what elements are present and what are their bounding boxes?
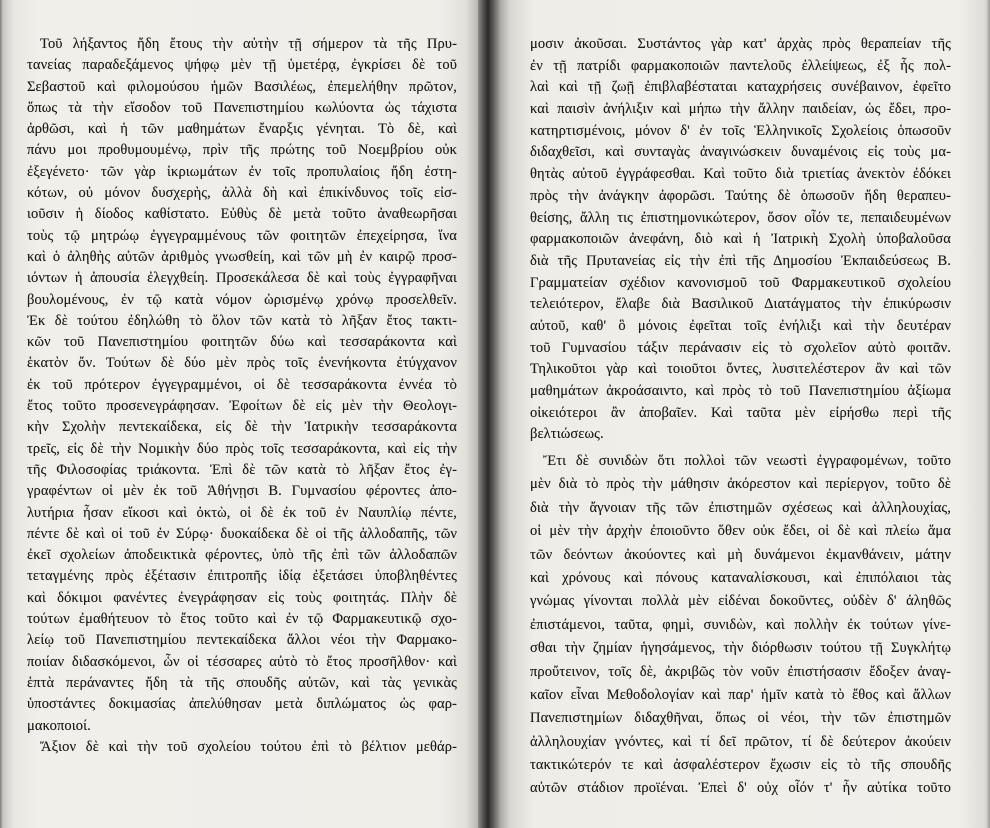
right-page-text-bottom — [530, 450, 951, 801]
text-line: θείσης, ἄλλη τις ἐπιστημονικώτερον, ὅσον οἷόν τε, πεπαιδευμένων — [530, 209, 951, 226]
text-line: καὶ ὁ ἀληθὴς αὐτῶν ἀριθμὸς γνωσθείη, καὶ τῶν μὴ ἐν καιρῷ προσ- — [27, 248, 457, 265]
text-line: τελειότερον, ἔλαβε διὰ Βασιλικοῦ Διατάγματος τὴν ἐπικύρωσιν — [530, 296, 951, 313]
text-line: τῶν δεόντων ἀκούοντες καὶ μὴ δυνάμενοι ἐκμανθάνειν, μάτην — [530, 546, 951, 563]
text-line: κῶν τοῦ Πανεπιστημίου φοιτητῶν δύω καὶ τεσσαράκοντα καὶ — [27, 334, 457, 351]
text-line: ἐκεῖ σχολείων ἀποδεικτικὰ φέροντες, ὑπὸ τῆς ἐπὶ τῶν ἀλλοδαπῶν — [27, 547, 457, 564]
text-line: καὶ δόκιμοι φανέντες ἐνεγράφησαν εἰς τοὺς φοιτητάς. Πλὴν δὲ — [27, 589, 457, 606]
text-line: μακοποιοί. — [27, 717, 91, 734]
text-line: τρεῖς, εἰς δὲ τὴν Νομικὴν δύο πρὸς τοῖς τεσσαράκοντα, καὶ εἰς τὴν — [27, 440, 457, 457]
text-line: τοὺς τῷ μητρώῳ ἐγγεγραμμένους τῶν φοιτητῶν ἐπεχείρησα, ἵνα — [27, 227, 457, 244]
text-line: καὶ παισὶν ἀνήλιξιν καὶ μήπω τὴν ἄλλην παιδείαν, ὡς ἔδει, προ- — [530, 101, 951, 118]
text-line: Ἐκ δὲ τούτου ἐδηλώθη τὸ ὅλον τῶν κατὰ τὸ λῆξαν ἔτος τακτι- — [27, 312, 457, 329]
text-line: ποιίαν διδασκόμενοι, ὧν οἱ τέσσαρες αὐτὸ τὸ ἔτος προσῆλθον· καὶ — [27, 653, 457, 670]
text-line: ιοῦσιν ἡ δίοδος καθίστατο. Εὐθὺς δὲ μετὰ τοῦτο ἀναθεωρῆσαι — [27, 206, 457, 223]
text-line: πέντε δὲ καὶ οἱ τοῦ ἐν Σύρῳ· δυοκαίδεκα δὲ οἱ τῆς ἀλλοδαπῆς, τῶν — [27, 525, 457, 542]
text-line: πάνυ μοι προθυμουμένῳ, πρὶν τῆς πρώτης τοῦ Νοεμβρίου οὐκ — [27, 142, 457, 159]
text-line: Γραμματείαν σχέδιον κανονισμοῦ τοῦ Φαρμακευτικοῦ σχολείου — [530, 274, 951, 291]
text-line: τανείας παραδεξάμενος ψήφῳ μὲν τῇ ὑμετέρᾳ, ἐγκρίσει δὲ τοῦ — [27, 57, 457, 74]
text-line: κατηρτισμένοις, μόνον δ' ἐν τοῖς Ἑλληνικοῖς Σχολείοις ὁπωσοῦν — [530, 122, 951, 139]
text-line: γραφέντων οἱ μὲν ἐκ τοῦ Ἀθήνῃσι Β. Γυμνασίου φέροντες ἀπο- — [27, 483, 457, 500]
text-line: ἀρθῶσι, καὶ ἡ τῶν μαθημάτων ἔναρξις γένηται. Τὸ δὲ, καὶ — [27, 121, 457, 138]
left-page — [0, 0, 478, 828]
book-gutter — [478, 0, 500, 828]
text-line: οἱ μὲν τὴν ἀρχὴν ἐποιοῦντο ὅθεν οὐκ ἔδει, οἱ δὲ καὶ πλείω ἅμα — [530, 523, 951, 540]
text-line: Ἔτι δὲ συνιδὼν ὅτι πολλοὶ τῶν νεωστὶ ἐγγραφομένων, τοῦτο — [543, 453, 951, 469]
text-line: καὶ χρόνους καὶ πόνους καταναλίσκουσι, καὶ ἐπιπόλαιοι τὰς — [530, 569, 951, 586]
text-line: ἐπιστάμενοι, ταῦτα, φημὶ, συνιδὼν, καὶ πολλὴν ἐκ τούτων γίνε- — [530, 616, 951, 633]
text-line: μὲν διὰ τὸ πρὸς τὴν μάθησιν ἀκόρεστον καὶ περίεργον, τοῦτο δὲ — [530, 476, 951, 493]
text-line: βελτιώσεως. — [530, 426, 604, 443]
right-page — [500, 0, 990, 828]
text-line: λυτήρια ἦσαν εἴκοσι καὶ ὀκτὼ, οἱ δὲ ἐκ τοῦ ἐν Ναυπλίῳ πέντε, — [27, 504, 457, 521]
text-line: καῖον εἶναι Μεθοδολογίαν καὶ παρ' ἡμῖν κατὰ τὸ ἔθος καὶ ἄλλων — [530, 686, 951, 703]
text-line: τακτικώτερόν τε καὶ ἀσφαλέστερον ἔχωσιν εἰς τὸ τῆς σπουδῆς — [530, 757, 951, 774]
text-line: τεταγμένης πρὸς ἐξέτασιν ἐπιτροπῆς ἰδίᾳ ἐξετάσει ὑποβληθέντες — [27, 568, 457, 585]
text-line: μαθημάτων ἀκροάσαιντο, καὶ πρὸς τὸ τοῦ Πανεπιστημίου ἀξίωμα — [530, 383, 951, 399]
text-line: Τοῦ λήξαντος ἤδη ἔτους τὴν αὐτὴν τῇ σήμερον τὰ τῆς Πρυ- — [40, 36, 457, 52]
text-line: οἰκειότεροι ἂν ἀποβαῖεν. Καὶ ταῦτα μὲν εἰρήσθω περὶ τῆς — [530, 404, 951, 421]
text-line: αὐτῶν στάδιον προϊέναι. Ἐπεὶ δ' οὐχ οἷόν τ' ἦν αὐτίκα τοῦτο — [530, 780, 951, 797]
text-line: Ἄξιον δὲ καὶ τὴν τοῦ σχολείου τούτου ἐπὶ τὸ βέλτιον μεθάρ- — [40, 738, 457, 755]
text-line: ιόντων ἡ ἀπουσία ἐλεγχθείη. Προσεκάλεσα δὲ καὶ τοὺς ἐγγραφῆναι — [27, 270, 457, 287]
text-line: ἐξεγένετο· τῶν γὰρ ἰκριωμάτων ἐν τοῖς προπυλαίοις ἤδη ἐστη- — [27, 163, 457, 180]
text-line: ἔτος τοῦτο προσενεγράφησαν. Ἐφοίτων δὲ εἰς μὲν τὴν Θεολογι- — [27, 398, 457, 415]
text-line: μοσιν ἀκοῦσαι. Συστάντος γὰρ κατ' ἀρχὰς πρὸς θεραπείαν τῆς — [530, 36, 951, 52]
text-line: ἐν τῇ πατρίδι φαρμακοποιῶν παντελοῦς ἐλλείψεως, ἐξ ἧς πολ- — [530, 57, 951, 74]
text-line: ἐκ τοῦ πρότερον ἐγγεγραμμένοι, οἱ δὲ τεσσαράκοντα ἐννέα τὸ — [27, 376, 457, 393]
text-line: διὰ τῆς Πρυτανείας εἰς τὴν ἐπὶ τῆς Δημοσίου Ἐκπαιδεύσεως Β. — [530, 252, 951, 269]
text-line: προὔτεινον, τοῖς δὲ, ἀκριβῶς τὸν νοῦν ἐπιστήσασιν ἔδοξεν ἀναγ- — [530, 663, 951, 680]
text-line: θητὰς αὐτοῦ ἐγγράφεσθαι. Καὶ τοῦτο διὰ τριετίας ἀνεκτὸν ἐδόκει — [530, 166, 951, 183]
text-line: διὰ τὴν ἄγνοιαν τῆς τῶν ἐπιστημῶν σχέσεως καὶ ἀλληλουχίας, — [530, 499, 951, 516]
text-line: Σεβαστοῦ καὶ φιλομούσου ἡμῶν Βασιλέως, ἐπεμελήθην πρῶτον, — [27, 78, 457, 95]
text-line: ὑποστάντες δοκιμασίας ἀπελύθησαν μετὰ διπλώματος ὡς φαρ- — [27, 696, 457, 713]
text-line: λείῳ τοῦ Πανεπιστημίου πεντεκαίδεκα ἄλλοι νέοι τὴν Φαρμακο- — [27, 632, 457, 649]
text-line: Πανεπιστημίων διδαχθῆναι, ὅπως οἱ νέοι, τὴν τῶν ἐπιστημῶν — [530, 710, 951, 727]
text-line: γνώμας γίνονται πολλὰ μὲν εἰδέναι δοκοῦντες, οὐδὲν δ' ἀληθῶς — [530, 593, 951, 610]
text-line: τοῦ Γυμνασίου τάξιν περάνασιν εἰς τὸ σχολεῖον αὐτὸ φοιτᾶν. — [530, 339, 951, 356]
text-line: λαὶ καὶ τῇ ζωῇ ἐπιβλαβέσταται καταχρήσεις συνέβαινον, ἐφεῖτο — [530, 79, 951, 96]
text-line: σθαι τὴν ζημίαν ἡγησάμενος, τὴν διόρθωσιν τούτου τῇ Συγκλήτῳ — [530, 640, 951, 657]
text-line: κότων, οὐ μόνον δυσχερὴς, ἀλλὰ δὴ καὶ ἐπικίνδυνος τοῖς εἰσ- — [27, 185, 457, 202]
text-line: πρὸς τὴν ἀνάγκην ἀφορῶσι. Ταύτης δὲ ὁπωσοῦν ἤδη θεραπευ- — [530, 187, 951, 204]
text-line: τούτων ἐμαθήτευον τὸ ἔτος τοῦτο καὶ ἐν τῷ Φαρμακευτικῷ σχο- — [27, 611, 457, 628]
text-line: αὐτοῦ, καθ' ὃ μόνοις ἐφεῖται τοῖς ἐνήλιξι καὶ τὴν δευτέραν — [530, 317, 951, 334]
text-line: φαρμακοποιῶν ἀνεφάνη, διὸ καὶ ἡ Ἰατρικὴ Σχολὴ ὑποβαλοῦσα — [530, 231, 951, 248]
text-line: ἀλληλουχίαν γνόντες, καὶ τί δεῖ πρῶτον, τί δὲ δεύτερον ἀκούειν — [530, 733, 951, 750]
text-line: κὴν Σχολὴν πεντεκαίδεκα, εἰς δὲ τὴν Ἰατρικὴν τεσσαράκοντα — [27, 419, 457, 436]
left-page-text — [27, 34, 457, 758]
text-line: τῆς Φιλοσοφίας τριάκοντα. Ἐπὶ δὲ τῶν κατὰ τὸ λῆξαν ἔτος ἐγ- — [27, 461, 457, 478]
text-line: διδαχθεῖσι, καὶ συνταγὰς ἀναγινώσκειν δυναμένοις εἰς τοὺς μα- — [530, 144, 951, 161]
text-line: ἑκατὸν ὄν. Τούτων δὲ δύο μὲν πρὸς τοῖς ἐνενήκοντα ἐτύγχανον — [27, 355, 457, 372]
right-page-text-top — [530, 34, 951, 446]
text-line: ἑπτὰ περάναντες ἤδη τὰ τῆς σπουδῆς αὐτῶν, καὶ τὰς γενικὰς — [27, 674, 457, 691]
text-line: ὅπως τὰ τὴν εἴσοδον τοῦ Πανεπιστημίου κωλύοντα ὡς τάχιστα — [27, 99, 457, 116]
text-line: Τηλικοῦτοι γὰρ καὶ τοιοῦτοι ὄντες, λυσιτελέστερον ἂν καὶ τῶν — [530, 361, 951, 378]
text-line: βουλομένους, ἐν τῷ κατὰ νόμον ὡρισμένῳ χρόνῳ προσελθεῖν. — [27, 291, 457, 308]
